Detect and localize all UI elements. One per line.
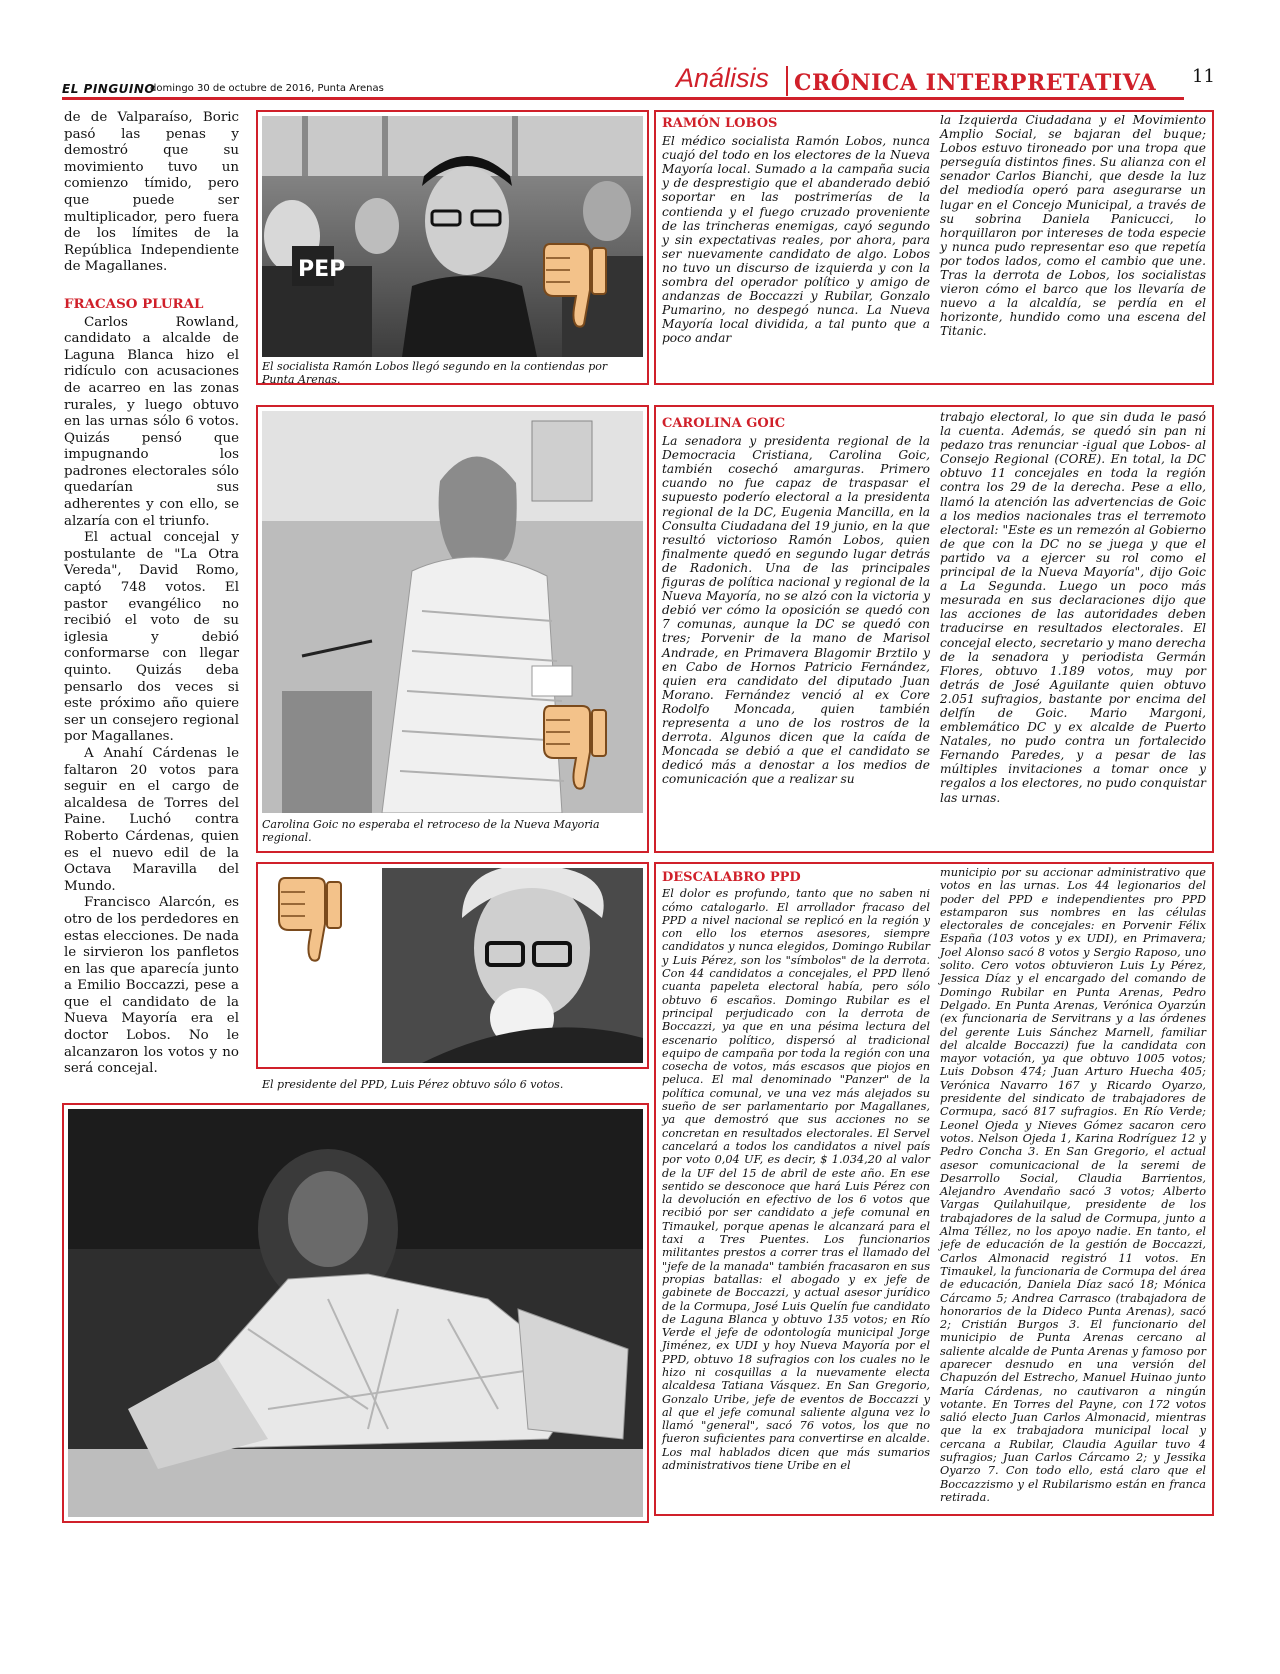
article-column	[662, 417, 930, 786]
article-text: la Izquierda Ciudadana y el Movimiento Amplio Social, se bajaran del buque; Lobos estuvo tironeado por una tropa que perseguía distintos fines. Su alianza con el senador Carlos Bianchi, que desde la luz del mediodía operó para asegurarse un lugar en el Concejo Municipal, a través de su sobrina Daniela Panicucci, lo horquillaron por intereses de toda especie y nunca pudo representar eso que repetía por todos lados, como el cambio que une. Tras la derrota de Lobos, los socialistas vieron cómo el barco que los llevaría de nuevo a la alcaldía, se perdía en el horizonte, hundido como una escena del Titanic.	[940, 113, 1206, 339]
newspaper-logo: EL PINGUINO	[62, 82, 156, 96]
thumbs-down-icon	[540, 238, 610, 330]
article-text: trabajo electoral, lo que sin duda le pasó la cuenta. Además, se quedó sin pan ni pedazo tras renunciar -igual que Lobos- al Consejo Regional (CORE). En total, la DC obtuvo 11 concejales en toda la región contra los 29 de la derecha. Pese a ello, llamó la atención las advertencias de Goic a los medios nacionales tras el terremoto electoral: "Este es un remezón al Gobierno de que con la DC no se juega y que el partido va a ejercer su rol como el principal de la Nueva Mayoría", dijo Goic a La Segunda. Luego un poco más mesurada en sus declaraciones dijo que las acciones de las autoridades deben traducirse en resultados electorales. El concejal electo, secretario y mano derecha de la senadora y periodista Germán Flores, obtuvo 1.189 votos, muy por detrás de José Aguilante quien obtuvo 2.051 sufragios, bastante por encima del delfín de Goic. Mario Margoni, emblemático DC y ex alcalde de Puerto Natales, no pudo contra un fortalecido Fernando Paredes, y a pesar de las múltiples invitaciones a tomar once y regalos a los electores, no pudo conquistar las urnas.	[940, 410, 1206, 805]
article-text: La senadora y presidenta regional de la Democracia Cristiana, Carolina Goic, también cosechó amarguras. Primero cuando no fue capaz de traspasar el supuesto poderío electoral a la presidenta regional de la DC, Eugenia Mancilla, en la Consulta Ciudadana del 19 junio, en la que resultó victorioso Ramón Lobos, quien finalmente quedó en segundo lugar detrás de Radonich. Una de las principales figuras de política nacional y regional de la Nueva Mayoría, no se alzó con la victoria y debió ver cómo la oposición se quedó con 7 comunas, aunque la DC se quedó con tres; Porvenir de la mano de Marisol Andrade, en Primavera Blagomir Brztilo y en Cabo de Hornos Patricio Fernández, quien era candidato del diputado Juan Morano. Fernández venció al ex Core Rodolfo Moncada, quien también representa a uno de los rostros de la derrota. Algunos dicen que la caída de Moncada se debió a que el candidato se dedicó más a denostar a los medios de comunicación que a realizar su	[662, 434, 930, 787]
section-separator	[786, 66, 788, 96]
thumbs-down-icon	[540, 700, 610, 792]
issue-date: domingo 30 de octubre de 2016, Punta Arenas	[150, 83, 384, 94]
section-title: CRÓNICA INTERPRETATIVA	[794, 70, 1157, 96]
paragraph: Carlos Rowland, candidato a alcalde de Laguna Blanca hizo el ridículo con acusaciones de acarreo en las zonas rurales, y luego obtuvo en las urnas sólo 6 votos. Quizás pensó que impugnando los padrones electorales sólo quedarían sus adherentes y con ello, se alzaría con el triunfo.	[64, 314, 239, 529]
microphone-label: PEP	[298, 257, 346, 282]
article-heading: DESCALABRO PPD	[662, 870, 801, 885]
article-column	[940, 866, 1206, 1504]
photo-caption: El presidente del PPD, Luis Pérez obtuvo sólo 6 votos.	[262, 1078, 564, 1091]
article-column	[662, 871, 930, 1472]
paragraph: de de Valparaíso, Boric pasó las penas y demostró que su movimiento tuvo un comienzo tímido, pero que puede ser multiplicador, pero fuera de los límites de la República Independiente de Magallanes.	[64, 110, 239, 275]
subheading: FRACASO PLURAL	[64, 295, 204, 312]
article-text: El dolor es profundo, tanto que no saben ni cómo catalogarlo. El arrollador fracaso del PPD a nivel nacional se replicó en la región y con ello los eternos asesores, siempre candidatos y nunca elegidos, Domingo Rubilar y Luis Pérez, son los "símbolos" de la derrota. Con 44 candidatos a concejales, el PPD llenó cuanta papeleta electoral había, pero sólo obtuvo 6 escaños. Domingo Rubilar es el principal perjudicado con la derrota de Boccazzi, ya que en una pésima lectura del escenario político, dispersó al tradicional equipo de campaña por toda la región con una cosecha de votos, más escasos que piojos en peluca. El mal denominado "Panzer" de la política comunal, ve una vez más alejados su sueño de ser parlamentario por Magallanes, ya que demostró que sus acciones no se concretan en resultados electorales. El Servel cancelará a todos los candidatos a nivel país por voto 0,04 UF, es decir, $ 1.034,20 al valor de la UF del 15 de abril de este año. En ese sentido se desconoce que hará Luis Pérez con la devolución en efectivo de los 6 votos que recibió por ser candidato a jefe comunal en Timaukel, porque apenas le alcanzará para el taxi a Tres Puentes. Los funcionarios militantes prestos a correr tras el llamado del "jefe de la manada" también fracasaron en sus propias batallas: el abogado y ex jefe de gabinete de Boccazzi, y actual asesor jurídico de la Cormupa, José Luis Quelín fue candidato de Laguna Blanca y obtuvo 135 votos; en Río Verde el jefe de odontología municipal Jorge Jiménez, ex UDI y hoy Nueva Mayoría por el PPD, obtuvo 18 sufragios con los cuales no le hizo ni cosquillas a la nuevamente electa alcaldesa Tatiana Vásquez. En San Gregorio, Gonzalo Uribe, jefe de eventos de Boccazzi y al que el jefe comunal saliente alguna vez lo llamó "general", sacó 76 votos, los que no fueron suficientes para convertirse en alcalde. Los mal hablados dicen que más sumarios administrativos tiene Uribe en el	[662, 887, 930, 1473]
article-heading: CAROLINA GOIC	[662, 416, 786, 431]
article-column	[940, 113, 1206, 339]
photo-caption: Carolina Goic no esperaba el retroceso de la Nueva Mayoria regional.	[262, 818, 600, 844]
article-column	[662, 117, 930, 346]
paragraph: Francisco Alarcón, es otro de los perdedores en estas elecciones. De nada le sirvieron los panfletos en las que aparecía junto a Emilio Boccazzi, pese a que el candidato de la Nueva Mayoría era el doctor Lobos. No le alcanzaron los votos y no será concejal.	[64, 895, 239, 1077]
article-text: El médico socialista Ramón Lobos, nunca cuajó del todo en los electores de la Nueva Mayoría local. Sumado a la campaña sucia y de desprestigio que el abanderado debió soportar en las postrimerías de la contienda y el fuego cruzado proveniente de las trincheras enemigas, cayó segundo y sin expectativas reales, por ahora, para ser nuevamente candidato de algo. Lobos no tuvo un discurso de izquierda y con la sombra del operador político y amigo de andanzas de Boccazzi y Rubilar, Gonzalo Pumarino, no despegó nunca. La Nueva Mayoría local dividida, a tal punto que a poco andar	[662, 134, 930, 346]
photo-caption: El socialista Ramón Lobos llegó segundo en la contiendas por Punta Arenas.	[262, 360, 608, 386]
page-number: 11	[1192, 66, 1215, 87]
section-label: Análisis	[676, 63, 770, 93]
paragraph: El actual concejal y postulante de "La Otra Vereda", David Romo, captó 748 votos. El pastor evangélico no recibió el voto de su iglesia y debió conformarse con llegar quinto. Quizás deba pensarlo dos veces si este próximo año quiere ser un consejero regional por Magallanes.	[64, 530, 239, 745]
thumbs-down-icon	[275, 872, 345, 964]
article-text: municipio por su accionar administrativo que votos en las urnas. Los 44 legionarios del poder del PPD e independientes pro PPD estamparon sus nombres en las células electorales de concejales: en Porvenir Félix España (103 votos y ex UDI), en Primavera; Joel Alonso sacó 8 votos y Sergio Raposo, uno solito. Cero votos obtuvieron Luis Ly Pérez, Jessica Díaz y el encargado del comando de Domingo Rubilar en Punta Arenas, Pedro Delgado. En Punta Arenas, Verónica Oyarzún (ex funcionaria de Servitrans y a las órdenes del gerente Luis Sánchez Marnell, familiar del alcalde Boccazzi) fue la candidata con mayor votación, ya que obtuvo 1005 votos; Luis Dobson 474; Juan Arturo Huecha 405; Verónica Navarro 167 y Ricardo Oyarzo, presidente del sindicato de trabajadores de Cormupa, sacó 817 sufragios. En Río Verde; Leonel Ojeda y Nieves Gómez sacaron cero votos. Nelson Ojeda 1, Karina Rodríguez 12 y Pedro Concha 3. En San Gregorio, el actual asesor comunicacional de la seremi de Desarrollo Social, Claudia Barrientos, Alejandro Avendaño sacó 3 votos; Alberto Vargas Quilahuilque, presidente de los trabajadores de la salud de Cormupa, junto a Alma Téllez, no los apoyo nadie. En tanto, el jefe de educación de la gestión de Boccazzi, Carlos Almonacid registró 11 votos. En Timaukel, la funcionaria de Cormupa del área de educación, Daniela Díaz sacó 18; Mónica Cárcamo 5; Andrea Carrasco (trabajadora de honorarios de la Dideco Punta Arenas), sacó 2; Cristián Burgos 3. El funcionario del municipio de Punta Arenas cercano al saliente alcalde de Punta Arenas y famoso por aparecer desnudo en una versión del Chapuzón del Estrecho, Manuel Huinao junto María Cárdenas, no cautivaron a ningún votante. En Torres del Payne, con 172 votos salió electo Juan Carlos Almonacid, mientras que la ex trabajadora municipal local y cercana a Rubilar, Claudia Aguilar tuvo 4 sufragios; Juan Carlos Cárcamo 2; y Jessika Oyarzo 7. Con todo ello, está claro que el Boccazzismo y el Rubilarismo están en franca retirada.	[940, 866, 1206, 1504]
article-heading: RAMÓN LOBOS	[662, 116, 778, 131]
paragraph: A Anahí Cárdenas le faltaron 20 votos para seguir en el cargo de alcaldesa de Torres del Paine. Luchó contra Roberto Cárdenas, quien es el nuevo edil de la Octava Maravilla del Mundo.	[64, 745, 239, 894]
article-column	[940, 410, 1206, 805]
header-rule	[62, 97, 1184, 100]
left-column	[64, 110, 239, 1078]
photo-ballot-count	[68, 1109, 643, 1517]
